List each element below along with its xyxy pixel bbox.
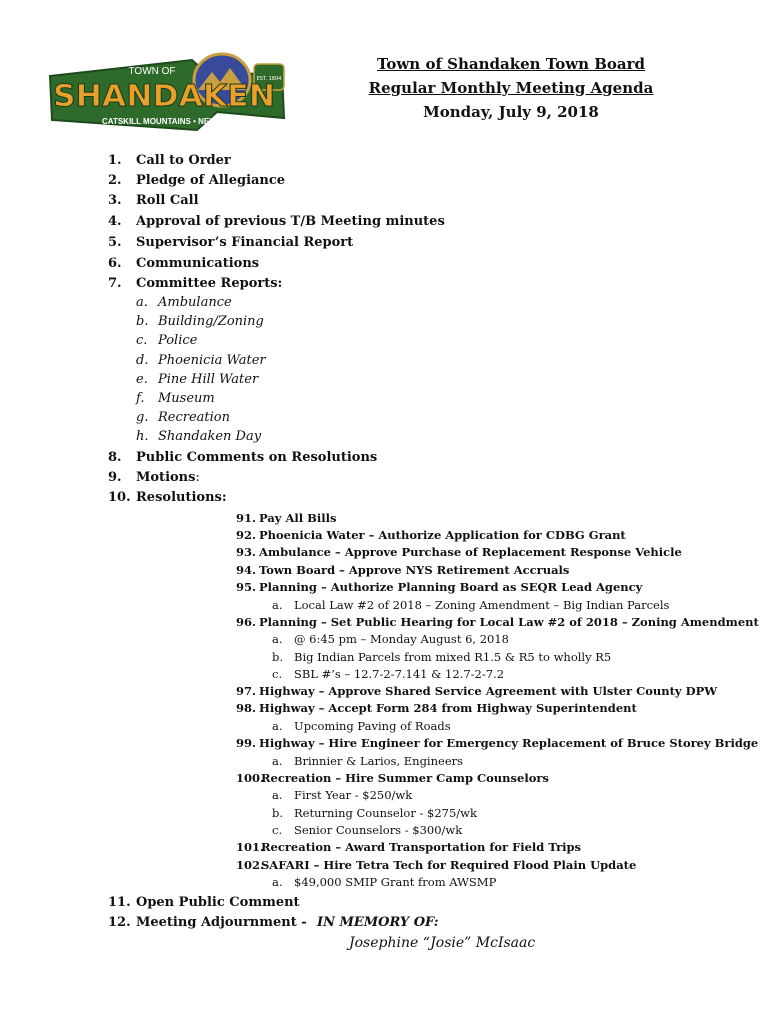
resolution-number: 99. [236,736,257,750]
resolution-item [236,528,626,542]
resolution-sub-letter: a. [272,598,283,612]
resolution-sub-letter: a. [272,754,283,768]
resolution-number: 102. [236,858,265,872]
resolution-number: 91. [236,511,257,525]
resolution-sub-letter: b. [272,806,284,820]
resolution-sub-letter: a. [272,719,283,733]
committee-label: Recreation [158,410,231,425]
resolution-text: Recreation – Hire Summer Camp Counselors [261,771,549,785]
agenda-item-label: Motions [136,470,196,485]
agenda-item [108,153,231,168]
agenda-item [108,450,377,465]
resolution-sub-letter: c. [272,667,283,681]
logo-name: SHANDAKEN [53,79,275,114]
agenda-item-number: 9. [108,470,122,485]
committee-label: Police [158,333,198,348]
resolution-item [236,580,642,594]
resolution-sub-text: Upcoming Paving of Roads [294,719,451,733]
resolution-item [236,684,717,698]
agenda-item [108,470,200,485]
board-title: Town of Shandaken Town Board [376,55,646,73]
resolution-subitem [272,754,463,768]
agenda-item [108,193,199,208]
resolution-text: Ambulance – Approve Purchase of Replacement Response Vehicle [259,545,682,559]
resolution-item [236,736,758,750]
resolution-subitem [272,667,504,681]
resolution-sub-letter: a. [272,632,283,646]
town-logo [42,46,290,142]
committee-letter: c. [136,333,148,348]
agenda-item [108,895,300,910]
resolution-number: 100. [236,771,265,785]
agenda-item [108,256,259,271]
resolution-number: 94. [236,563,257,577]
resolution-sub-letter: c. [272,823,283,837]
committee-item [136,391,215,406]
logo-est: EST. 1804 [256,76,282,82]
agenda-item-number: 2. [108,173,122,188]
meeting-date: Monday, July 9, 2018 [423,103,599,121]
agenda-item-label: Roll Call [136,193,199,208]
resolution-subitem [272,598,669,612]
agenda-item-label: Meeting Adjournment - [136,915,307,930]
resolution-item [236,771,549,785]
agenda-item-number: 1. [108,153,122,168]
resolution-item [236,545,682,559]
resolution-sub-text: $49,000 SMIP Grant from AWSMP [294,875,497,889]
agenda-item-label: Pledge of Allegiance [136,173,286,188]
agenda-item-label: Communications [136,256,260,271]
resolution-number: 93. [236,545,257,559]
resolution-subitem [272,823,462,837]
committee-letter: h. [136,429,149,444]
logo-bottom-text: CATSKILL MOUNTAINS • NEW YORK [102,117,242,126]
resolution-sub-text: Brinnier & Larios, Engineers [294,754,464,768]
resolution-subitem [272,806,477,820]
agenda-item-number: 11. [108,895,131,910]
resolution-item [236,840,581,854]
agenda-item-label: Committee Reports: [136,276,283,291]
agenda-item-label: Resolutions: [136,490,227,505]
committee-letter: g. [136,410,149,425]
agenda-item-number: 4. [108,214,122,229]
agenda-item [108,915,307,930]
resolution-subitem [272,650,611,664]
resolution-item [236,615,759,629]
resolution-subitem [272,719,451,733]
agenda-item-number: 3. [108,193,122,208]
agenda-title: Regular Monthly Meeting Agenda [368,79,654,97]
resolution-text: Phoenicia Water – Authorize Application for CDBG Grant [259,528,626,542]
memorial-name: Josephine “Josie” McIsaac [349,935,536,951]
resolution-subitem [272,788,412,802]
resolution-text: Planning – Set Public Hearing for Local Law #2 of 2018 – Zoning Amendment [259,615,759,629]
agenda-item-number: 7. [108,276,122,291]
resolution-text: Town Board – Approve NYS Retirement Accruals [259,563,570,577]
committee-label: Shandaken Day [158,429,262,444]
resolution-number: 96. [236,615,257,629]
resolution-item [236,511,336,525]
resolution-subitem [272,632,509,646]
committee-letter: d. [136,353,149,368]
resolution-text: Highway – Hire Engineer for Emergency Replacement of Bruce Storey Bridge [259,736,759,750]
resolution-sub-text: SBL #’s – 12.7-2-7.141 & 12.7-2-7.2 [294,667,505,681]
committee-letter: a. [136,295,148,310]
resolution-text: Planning – Authorize Planning Board as SEQR Lead Agency [259,580,643,594]
committee-label: Museum [158,391,215,406]
resolution-sub-text: Returning Counselor - $275/wk [294,806,477,820]
agenda-item [108,276,282,291]
resolution-sub-text: Local Law #2 of 2018 – Zoning Amendment – Big Indian Parcels [294,598,670,612]
agenda-item-suffix: : [195,470,200,485]
resolution-item [236,563,569,577]
resolution-sub-letter: a. [272,788,283,802]
committee-letter: f. [136,391,145,406]
agenda-item-number: 5. [108,235,122,250]
committee-item [136,372,258,387]
committee-item [136,429,261,444]
committee-item [136,333,197,348]
committee-letter: b. [136,314,149,329]
agenda-item-number: 8. [108,450,122,465]
committee-item [136,295,232,310]
resolution-sub-text: Big Indian Parcels from mixed R1.5 & R5 to wholly R5 [294,650,612,664]
resolution-text: SAFARI – Hire Tetra Tech for Required Flood Plain Update [261,858,637,872]
resolution-item [236,701,637,715]
resolution-text: Highway – Approve Shared Service Agreement with Ulster County DPW [259,684,718,698]
committee-item [136,353,266,368]
resolution-number: 97. [236,684,257,698]
resolution-number: 98. [236,701,257,715]
logo-top-text: TOWN OF [128,66,176,77]
resolution-number: 92. [236,528,257,542]
agenda-item-label: Supervisor’s Financial Report [136,235,354,250]
agenda-item [108,173,285,188]
committee-letter: e. [136,372,148,387]
agenda-item-label: Approval of previous T/B Meeting minutes [136,214,445,229]
resolution-number: 101. [236,840,265,854]
agenda-item-number: 12. [108,915,131,930]
agenda-item [108,235,353,250]
committee-item [136,314,264,329]
agenda-item [108,214,445,229]
resolution-sub-text: @ 6:45 pm – Monday August 6, 2018 [294,632,509,646]
agenda-item-number: 6. [108,256,122,271]
resolution-subitem [272,875,496,889]
committee-label: Building/Zoning [158,314,264,329]
committee-label: Pine Hill Water [158,372,259,387]
committee-label: Phoenicia Water [158,353,266,368]
resolution-number: 95. [236,580,257,594]
resolution-text: Pay All Bills [259,511,337,525]
agenda-item-label: Public Comments on Resolutions [136,450,378,465]
memorial-heading: IN MEMORY OF: [317,915,439,930]
agenda-item-label: Open Public Comment [136,895,300,910]
agenda-item-label: Call to Order [136,153,231,168]
resolution-sub-text: First Year - $250/wk [294,788,413,802]
resolution-item [236,858,636,872]
resolution-sub-letter: a. [272,875,283,889]
resolution-sub-text: Senior Counselors - $300/wk [294,823,463,837]
resolution-sub-letter: b. [272,650,284,664]
committee-label: Ambulance [158,295,232,310]
agenda-item [108,490,227,505]
resolution-text: Recreation – Award Transportation for Field Trips [261,840,582,854]
resolution-text: Highway – Accept Form 284 from Highway Superintendent [259,701,637,715]
committee-item [136,410,230,425]
agenda-item-number: 10. [108,490,131,505]
